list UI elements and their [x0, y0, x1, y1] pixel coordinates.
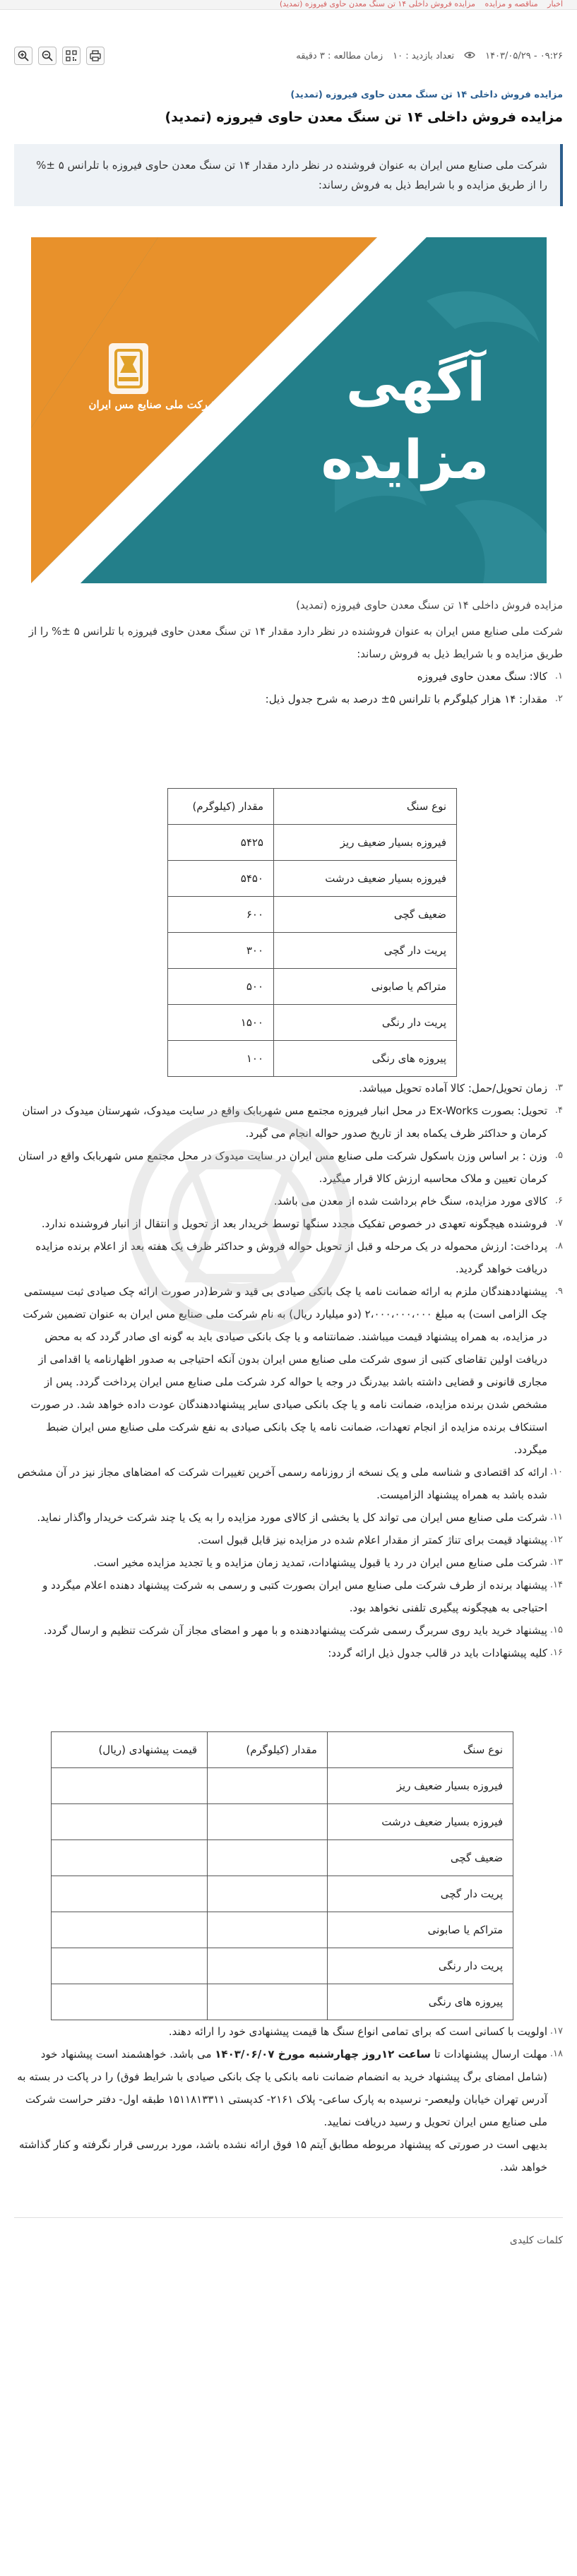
table-row: [168, 897, 457, 933]
list-item: [14, 2020, 563, 2043]
list-item: [14, 1619, 563, 1642]
publish-date: ۰۹:۲۶ - ۱۴۰۳/۰۵/۲۹: [485, 50, 563, 61]
banner-headline-1: آگهی: [345, 350, 486, 413]
item-number: ۷.: [554, 1218, 563, 1229]
list-item: [14, 1099, 563, 1145]
item-number: ۳.: [554, 1083, 563, 1093]
table-cell: فیروزه بسیار ضعیف درشت: [327, 1804, 513, 1840]
banner-logo-text: شرکت ملی صنایع مس ایران: [88, 398, 218, 411]
article-kicker: مزایده فروش داخلی ۱۴ تن سنگ معدن حاوی فیروزه (تمدید): [290, 90, 563, 100]
article-meta-bar: [14, 41, 563, 71]
item-number: ۱۱.: [549, 1512, 563, 1522]
table-cell: [52, 1984, 208, 2020]
stone-quantity-table: [167, 788, 457, 1077]
company-logo: [109, 343, 148, 394]
item-text: کالای مورد مزایده، سنگ خام برداشت شده از معدن می باشد.: [273, 1195, 547, 1208]
table-cell: متراکم یا صابونی: [274, 969, 457, 1005]
table-cell: فیروزه بسیار ضعیف ریز: [327, 1768, 513, 1804]
table-cell: پیروزه های رنگی: [274, 1041, 457, 1077]
table-cell: [208, 1984, 328, 2020]
list-item: [14, 1506, 563, 1529]
zoom-out-button[interactable]: [38, 47, 56, 65]
breadcrumb-item[interactable]: اخبار: [547, 0, 563, 8]
table-cell: ۵۴۲۵: [168, 825, 274, 861]
table-cell: [52, 1876, 208, 1912]
item-text: شرکت ملی صنایع مس ایران می تواند کل یا بخشی از کالای مورد مزایده را به یک یا چند شرکت خریدار واگذار نماید.: [37, 1511, 547, 1524]
table-cell: [52, 1912, 208, 1948]
auction-banner-image: [31, 237, 547, 583]
qr-code-button[interactable]: [62, 47, 81, 65]
table-cell: ۱۵۰۰: [168, 1005, 274, 1041]
table-row: [52, 1948, 513, 1984]
table-cell: [52, 1768, 208, 1804]
terms-list-3: [14, 2020, 563, 2178]
article-intro: شرکت ملی صنایع مس ایران به عنوان فروشنده در نظر دارد مقدار ۱۴ تن سنگ معدن حاوی فیروزه با تلرانس ۵ ‎%±‎ را از طریق مزایده و با شرایط ذیل به فروش رساند:: [28, 625, 563, 660]
column-header: نوع سنگ: [274, 789, 457, 825]
item-text: مقدار: ۱۴ هزار کیلوگرم با تلرانس ‎±۵‎ درصد به شرح جدول ذیل:: [265, 693, 547, 705]
keywords-label: کلمات کلیدی: [509, 2235, 563, 2246]
table-cell: ۵۴۵۰: [168, 861, 274, 897]
item-text: کلیه پیشنهادات باید در قالب جدول ذیل ارائه گردد:: [328, 1647, 547, 1659]
item-text: پیشنهاد خرید باید روی سربرگ رسمی شرکت پیشنهاددهنده و با مهر و امضای مجاز آن شرکت تنظیم و ارسال گردد.: [43, 1624, 547, 1637]
table-cell: متراکم یا صابونی: [327, 1912, 513, 1948]
zoom-in-icon: [17, 49, 30, 62]
column-header: مقدار (کیلوگرم): [208, 1732, 328, 1768]
print-icon: [89, 49, 102, 62]
list-item: [14, 1280, 563, 1461]
list-item: [14, 1551, 563, 1574]
column-header: نوع سنگ: [327, 1732, 513, 1768]
table-row: [168, 1005, 457, 1041]
terms-list-1: [14, 665, 563, 710]
eye-icon: [464, 49, 475, 62]
column-header: مقدار (کیلوگرم): [168, 789, 274, 825]
zoom-out-icon: [41, 49, 54, 62]
item-number: ۶.: [554, 1195, 563, 1206]
table-cell: ۳۰۰: [168, 933, 274, 969]
table-row: [168, 933, 457, 969]
item-number: ۱۲.: [549, 1534, 563, 1545]
item-text: پیشنهاد قیمت برای تناژ کمتر از مقدار اعلام شده در مزایده نیز قابل قبول است.: [197, 1534, 547, 1546]
table-row: [52, 1804, 513, 1840]
table-cell: پریت دار رنگی: [327, 1948, 513, 1984]
table-row: [168, 825, 457, 861]
item-number: ۱۸.: [549, 2049, 563, 2059]
item-text: وزن : بر اساس وزن باسکول شرکت ملی صنایع مس ایران در سایت میدوک در محل مجتمع مس شهربابک واقع در استان کرمان تعیین و ملاک محاسبه ارزش کالا قرار میگیرد.: [18, 1150, 547, 1185]
zoom-in-button[interactable]: [14, 47, 32, 65]
list-item: [14, 1461, 563, 1506]
item-text: فروشنده هیچگونه تعهدی در خصوص تفکیک مجدد سنگها توسط خریدار بعد از تحویل و انتقال از انبار فروشنده ندارد.: [41, 1217, 547, 1230]
item-text: پرداخت: ارزش محموله در یک مرحله و قبل از تحویل حواله فروش و حداکثر ظرف یک هفته بعد از اعلام برنده مزایده دریافت خواهد گردید.: [35, 1240, 547, 1275]
list-item: [14, 1077, 563, 1099]
table-row: [168, 1041, 457, 1077]
table-cell: [208, 1768, 328, 1804]
list-item: [14, 665, 563, 688]
breadcrumb-item[interactable]: مناقصه و مزایده: [484, 0, 538, 8]
column-header: قیمت پیشنهادی (ریال): [52, 1732, 208, 1768]
table-cell: فیروزه بسیار ضعیف درشت: [274, 861, 457, 897]
list-item: [14, 1190, 563, 1212]
list-item: [14, 1642, 563, 1664]
table-cell: ۵۰۰: [168, 969, 274, 1005]
item-text: بدیهی است در صورتی که پیشنهاد مربوطه مطابق آیتم ۱۵ فوق ارائه نشده باشد، مورد بررسی قرار نگرفته و کنار گذاشته خواهد شد.: [18, 2138, 547, 2174]
item-number: ۱۴.: [549, 1580, 563, 1590]
image-caption: مزایده فروش داخلی ۱۴ تن سنگ معدن حاوی فیروزه (تمدید): [296, 599, 563, 612]
table-cell: [208, 1840, 328, 1876]
list-item: [14, 1235, 563, 1280]
table-cell: [208, 1876, 328, 1912]
table-cell: فیروزه بسیار ضعیف ریز: [274, 825, 457, 861]
qr-code-icon: [65, 49, 78, 62]
table-cell: پریت دار گچی: [274, 933, 457, 969]
breadcrumb-item[interactable]: مزایده فروش داخلی ۱۴ تن سنگ معدن حاوی فیروزه (تمدید): [279, 0, 475, 8]
table-cell: [208, 1948, 328, 1984]
table-cell: پریت دار گچی: [327, 1876, 513, 1912]
list-item: [14, 1574, 563, 1619]
article-lead: شرکت ملی صنایع مس ایران به عنوان فروشنده در نظر دارد مقدار ۱۴ تن سنگ معدن حاوی فیروزه با تلرانس ۵ ‎%±‎ را از طریق مزایده و با شرایط ذیل به فروش رساند:: [14, 144, 563, 206]
item-number: ۸.: [554, 1241, 563, 1251]
item-text: تحویل: بصورت Ex-Works در محل انبار فیروزه مجتمع مس شهربابک واقع در سایت میدوک، شهرستان میدوک در استان کرمان و حداکثر ظرف یکماه بعد از تاریخ صدور حواله انجام می گیرد.: [22, 1104, 547, 1140]
list-item: [14, 1529, 563, 1551]
article-tools: [14, 47, 105, 65]
item-text: شرکت ملی صنایع مس ایران در رد یا قبول پیشنهادات، تمدید زمان مزایده و یا تجدید مزایده مخیر است.: [93, 1556, 547, 1569]
visit-count: تعداد بازدید : ۱۰: [393, 50, 455, 61]
item-text-before: مهلت ارسال پیشنهادات تا: [431, 2048, 547, 2061]
item-number: ۴.: [554, 1105, 563, 1116]
item-number: ۱۰.: [549, 1467, 563, 1477]
item-number: ۱۷.: [549, 2026, 563, 2037]
item-number: ۱۳.: [549, 1557, 563, 1568]
article-meta: [296, 49, 563, 62]
table-cell: [208, 1804, 328, 1840]
table-row: [168, 861, 457, 897]
table-cell: [52, 1840, 208, 1876]
item-text: کالا: سنگ معدن حاوی فیروزه: [417, 670, 547, 683]
page-title: مزایده فروش داخلی ۱۴ تن سنگ معدن حاوی فیروزه (تمدید): [165, 109, 563, 125]
item-text: پیشنهاددهندگان ملزم به ارائه ضمانت نامه یا چک بانکی صیادی بی قید و شرط(در صورت ارائه چک صیادی ثبت سیستمی چک الزامی است) به مبلغ ۲،۰۰۰،۰۰۰،۰۰۰ (دو میلیارد ریال) به نام شرکت ملی صنایع مس ایران به عنوان تضمین شرکت در مزایده، به همراه پیشنهاد قیمت میباشند. ضمانتنامه و یا چک بانکی صیادی باید به گونه ای صادر گردد که به محض دریافت اولین تقاضای کتبی از سوی شرکت ملی صنایع مس ایران بدون آنکه احتیاجی به صدور اظهارنامه یا اقدامی از مجاری قانونی و قضایی داشته باشد بیدرنگ در وجه یا حواله کرد شرکت ملی صنایع مس ایران پرداخت گردد. پس از مشخص شدن برنده مزایده، ضمانت نامه و یا چک بانکی صیادی سایر پیشنهاددهندگان عودت داده خواهد شد. در صورت استنکاف برنده مزایده از انجام تعهدات، ضمانت نامه یا چک بانکی صیادی به نفع شرکت ملی صنایع مس ایران ضبط میگردد.: [23, 1285, 547, 1456]
breadcrumb: [0, 0, 577, 10]
list-item: [14, 1212, 563, 1235]
table-row: [52, 1876, 513, 1912]
list-item: [14, 2133, 563, 2178]
table-cell: ضعیف گچی: [327, 1840, 513, 1876]
item-text: پیشنهاد برنده از طرف شرکت ملی صنایع مس ایران بصورت کتبی و رسمی به شرکت پیشنهاد دهنده اعلام میگردد و احتیاجی به هیچگونه پیگیری تلفنی نخواهد بود.: [42, 1579, 547, 1614]
table-cell: [52, 1948, 208, 1984]
item-number: ۱۶.: [549, 1647, 563, 1658]
item-number: ۱.: [554, 671, 563, 681]
banner-headline-2: مزایده: [321, 428, 489, 491]
item-text: زمان تحویل/حمل: کالا آماده تحویل میباشد.: [359, 1082, 547, 1095]
table-row: [52, 1912, 513, 1948]
reading-time: زمان مطالعه : ۳ دقیقه: [296, 50, 383, 61]
item-number: ۵.: [554, 1150, 563, 1161]
table-cell: [52, 1804, 208, 1840]
divider: [14, 2217, 563, 2218]
table-cell: [208, 1912, 328, 1948]
item-number: ۹.: [554, 1286, 563, 1296]
table-cell: پریت دار رنگی: [274, 1005, 457, 1041]
item-text: اولویت با کسانی است که برای تمامی انواع سنگ ها قیمت پیشنهادی خود را ارائه دهند.: [168, 2025, 547, 2038]
terms-list-2: [14, 1077, 563, 1664]
table-header-row: [168, 789, 457, 825]
table-cell: ۶۰۰: [168, 897, 274, 933]
item-text: ارائه کد اقتصادی و شناسه ملی و یک نسخه از روزنامه رسمی آخرین تغییرات شرکت که امضاهای مجاز نیز در آن مشخص شده باشد به همراه پیشنهاد الزامیست.: [17, 1466, 547, 1501]
item-number: ۲.: [554, 693, 563, 704]
item-number: ۱۵.: [549, 1625, 563, 1635]
table-cell: پیروزه های رنگی: [327, 1984, 513, 2020]
table-row: [168, 969, 457, 1005]
table-row: [52, 1984, 513, 2020]
print-button[interactable]: [86, 47, 105, 65]
item-text-after: می باشد. خواهشمند است پیشنهاد خود (شامل امضای برگ پیشنهاد خرید به انضمام ضمانت نامه بانکی یا چک بانکی صیادی با شرایط فوق) را در پاکت در بسته به آدرس تهران خیابان ولیعصر- نرسیده به پارک ساعی- پلاک ۲۱۶۱- کدپستی ۱۵۱۱۸۱۳۳۱۱ طبقه اول- دفتر حراست شرکت ملی صنایع مس ایران تحویل و رسید دریافت نمایید.: [17, 2048, 547, 2128]
deadline-text: ساعت ۱۲روز چهارشنبه مورخ ۱۴۰۳/۰۶/۰۷: [215, 2048, 432, 2061]
table-cell: ۱۰۰: [168, 1041, 274, 1077]
list-item: [14, 688, 563, 710]
list-item: [14, 2043, 563, 2133]
table-cell: ضعیف گچی: [274, 897, 457, 933]
price-offer-table: [51, 1731, 513, 2020]
table-row: [52, 1768, 513, 1804]
table-row: [52, 1840, 513, 1876]
table-header-row: [52, 1732, 513, 1768]
article-body: [14, 74, 563, 2246]
list-item: [14, 1145, 563, 1190]
